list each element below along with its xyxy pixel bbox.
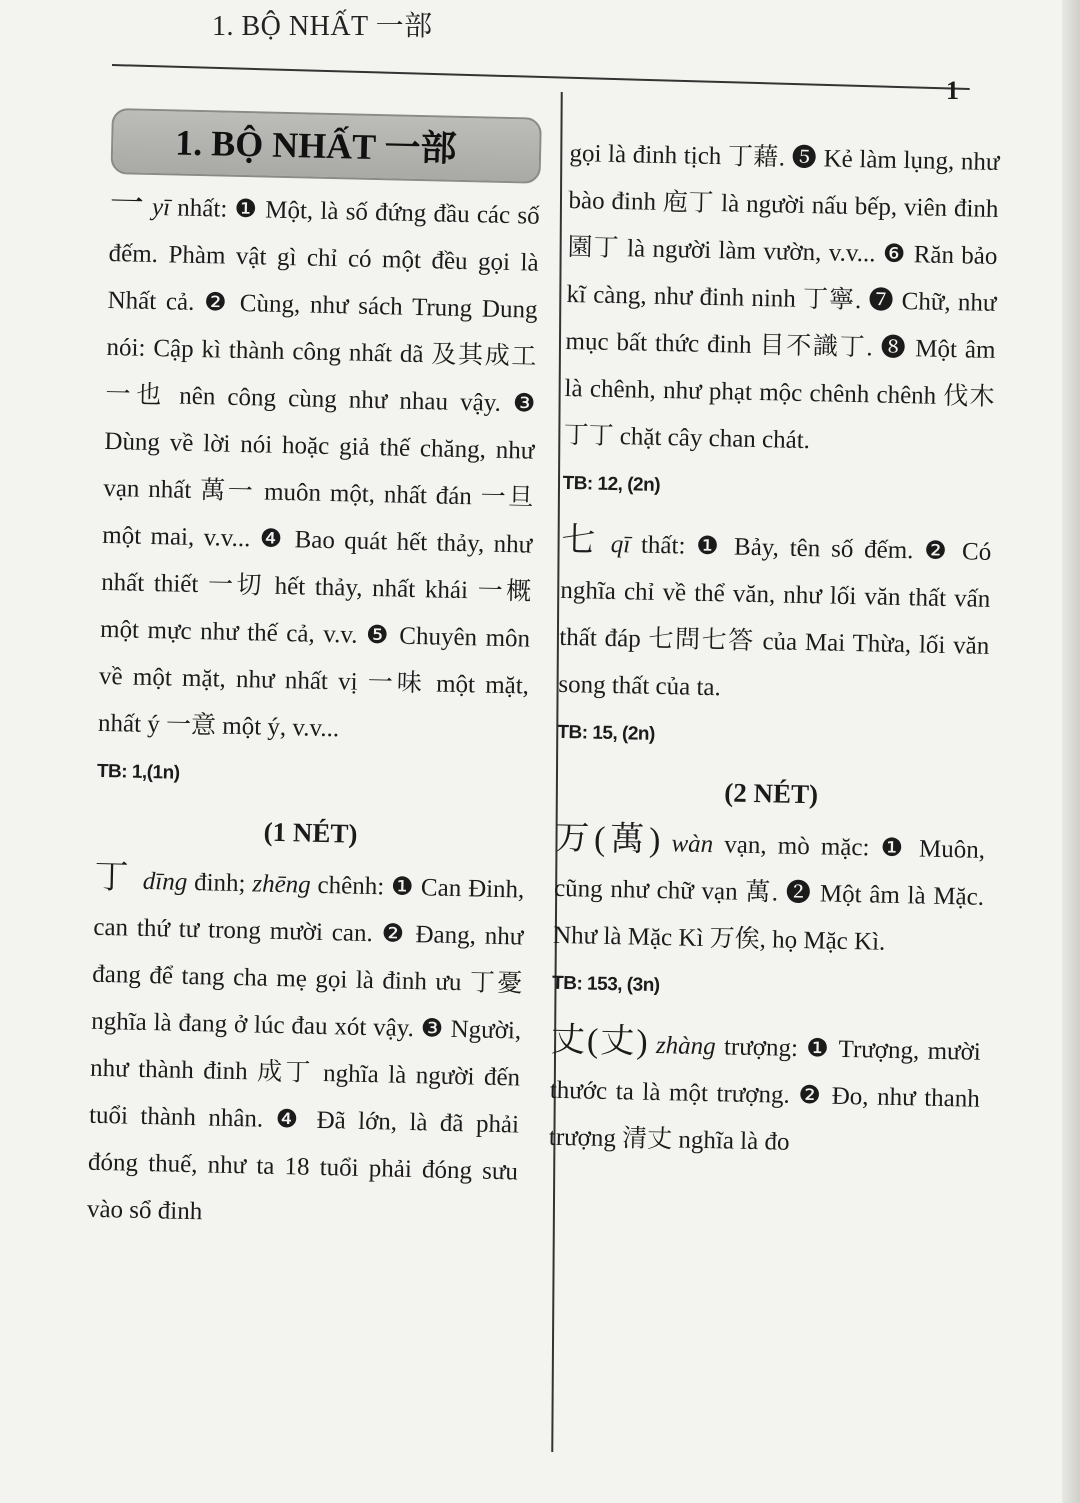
entry-that: [558, 517, 992, 717]
entry-pinyin: dīng: [142, 867, 188, 896]
entry-nhat: [98, 180, 541, 757]
entry-character: 丁: [94, 858, 130, 897]
entry-definition: chênh: ❶ Can Đinh, can thứ tư trong mười can. ❷ Đang, như đang để tang cha mẹ gọi là đinh ưu 丁憂 nghĩa là đang ở lúc đau xót vậy. ❸ Người, như thành đinh 成丁 nghĩa là người đến tuổi thành nhân. ❹ Đã lớn, là đã phải đóng thuế, như ta 18 tuổi phải đóng sưu vào sổ đinh: [86, 871, 525, 1226]
entry-pinyin: zhàng: [655, 1032, 716, 1061]
entry-truong: [548, 1017, 981, 1170]
running-head: 1. BỘ NHẤT 一部: [212, 11, 433, 42]
section-title: 1. BỘ NHẤT 一部: [111, 108, 542, 184]
tb-reference: TB: 12, (2n): [562, 472, 661, 496]
entry-continuation: gọi là đinh tịch 丁藉. ❺ Kẻ làm lụng, như bào đinh 庖丁 là người nấu bếp, viên đinh 園丁 là người làm vườn, v.v... ❻ Răn bảo kĩ càng, như đinh ninh 丁寧. ❼ Chữ, như mục bất thức đinh 目不識丁. ❽ Một âm là chênh, như phạt mộc chênh chênh 伐木丁丁 chặt cây chan chát.: [563, 139, 1000, 455]
entry-reading: đinh;: [186, 868, 253, 898]
entry-character: 丈(丈): [550, 1021, 649, 1061]
entry-van: [553, 815, 986, 968]
entry-definition: thất: ❶ Bảy, tên số đếm. ❷ Có nghĩa chỉ về thể văn, như lối văn thất vấn thất đáp 七問七答 của Mai Thừa, lối văn song thất của ta.: [558, 531, 992, 702]
tb-reference: TB: 15, (2n): [557, 721, 656, 745]
entry-pinyin-alt: zhēng: [252, 870, 312, 899]
right-column: [548, 130, 999, 1170]
entry-definition: vạn, mò mặc: ❶ Muôn, cũng như chữ vạn 萬. ❷ Một âm là Mặc. Như là Mặc Kì 万俟, họ Mặc Kì.: [552, 831, 986, 956]
page-number: 1: [946, 76, 959, 105]
page-edge: [1062, 0, 1080, 1503]
entry-character: 万(萬): [554, 819, 661, 860]
entry-dinh: [86, 854, 524, 1243]
left-column: [86, 108, 541, 1242]
entry-pinyin: wàn: [671, 830, 714, 859]
entry-pinyin: yī: [151, 193, 171, 222]
tb-reference: TB: 1,(1n): [96, 760, 180, 784]
entry-definition: trượng: ❶ Trượng, mười thước ta là một trượng. ❷ Đo, như thanh trượng 清丈 nghĩa là đo: [548, 1033, 982, 1156]
entry-definition: nhất: ❶ Một, là số đứng đầu các số đếm. Phàm vật gì chỉ có một đều gọi là Nhất cả. ❷ Cùng, như sách Trung Dung nói: Cập kì thành công nhất dã 及其成工一也 nên công cùng như nhau vậy. ❸ Dùng về lời nói hoặc giả thế chăng, như vạn nhất 萬一 muôn một, nhất đán 一旦 một mai, v.v... ❹ Bao quát hết thảy, như nhất thiết 一切 hết thảy, nhất khái 一概 một mực như thế cả, v.v. ❺ Chuyên môn về một mặt, như nhất vị 一味 một mặt, nhất ý 一意 một ý, v.v...: [97, 194, 540, 743]
entry-character: 七: [561, 521, 601, 560]
stroke-count-heading: (1 NÉT): [263, 816, 358, 849]
stroke-count-heading: (2 NÉT): [723, 777, 819, 810]
entry-character: 一: [109, 184, 146, 223]
tb-reference: TB: 153, (3n): [551, 972, 660, 997]
entry-pinyin: qī: [610, 530, 631, 559]
header-rule: [112, 64, 970, 90]
